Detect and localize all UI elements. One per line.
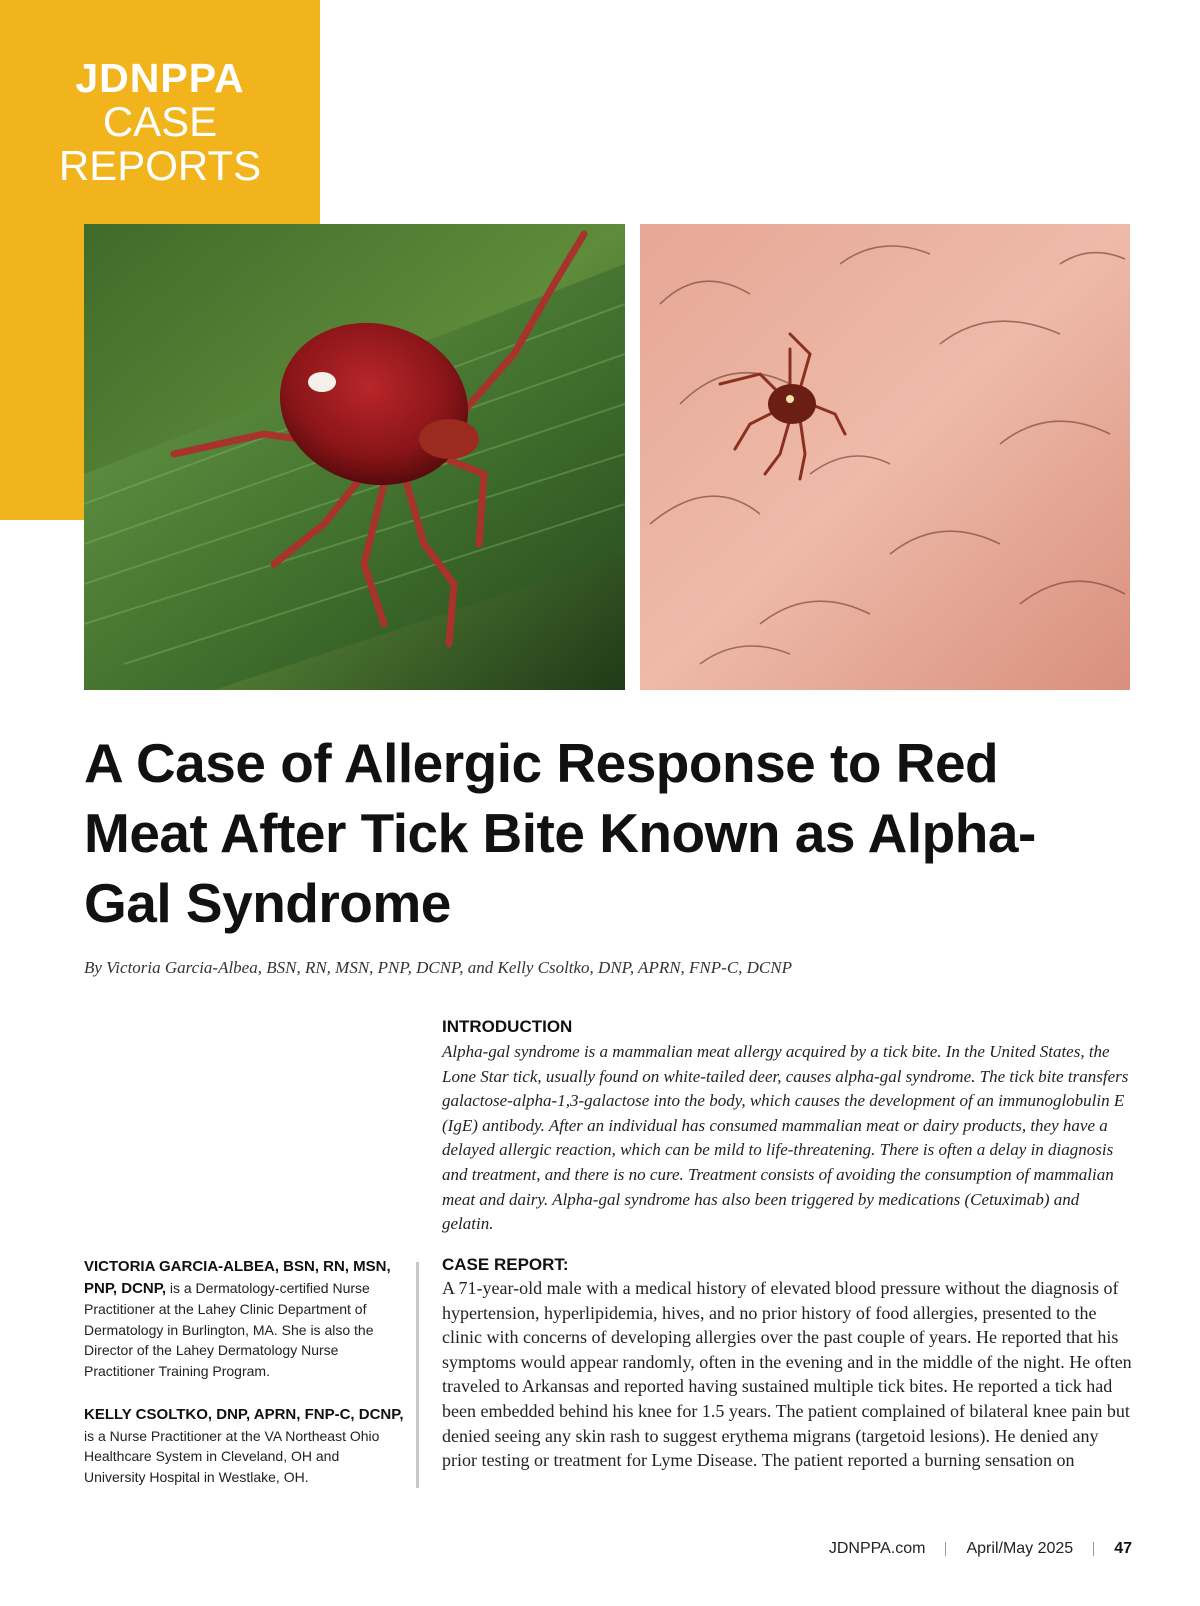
footer-separator [945,1542,946,1556]
case-report-heading: CASE REPORT: [442,1255,569,1274]
article-byline: By Victoria Garcia-Albea, BSN, RN, MSN, PNP, DCNP, and Kelly Csoltko, DNP, APRN, FNP-C, DCNP [84,958,792,977]
case-report-text: A 71-year-old male with a medical history of elevated blood pressure without the diagnosis of hypertension, hyperlipidemia, hives, and no prior history of food allergies, presented to the clinic with concerns of developing allergies over the past couple of years. He reported that his symptoms would appear randomly, often in the evening and in the middle of the night. He often traveled to Arkansas and reported having sustained multiple tick bites. He reported a tick had been embedded behind his knee for 1.5 years. The patient complained of bilateral knee pain but denied seeing any skin rash to suggest erythema migrans (targetoid lesions). He denied any prior testing or treatment for Lyme Disease. The patient reported a burning sensation on [442,1278,1132,1471]
author-description: is a Dermatology-certified Nurse Practitioner at the Lahey Clinic Department of Dermatology in Burlington, MA. She is also the Director of the Lahey Dermatology Nurse Practitioner Training Program. [84,1279,374,1379]
author-name: VICTORIA GARCIA-ALBEA, BSN, RN, MSN, PNP, DCNP, [84,1258,391,1297]
footer-separator [1093,1542,1094,1556]
page-number: 47 [1114,1540,1132,1557]
tick-on-skin-illustration [640,224,1130,690]
author-name: KELLY CSOLTKO, DNP, APRN, FNP-C, DCNP, [84,1406,404,1423]
tick-on-leaf-illustration [84,224,625,690]
author-bio-csoltko [84,1404,404,1487]
column-divider [416,1262,419,1488]
section-label [0,55,320,189]
introduction-heading: INTRODUCTION [442,1017,573,1036]
section-label-line2: CASE [102,98,218,145]
author-description: is a Nurse Practitioner at the VA Northeast Ohio Healthcare System in Cleveland, OH and University Hospital in Westlake, OH. [84,1427,380,1485]
article-title: A Case of Allergic Response to Red Meat After Tick Bite Known as Alpha-Gal Syndrome [84,732,1036,934]
page-footer [829,1540,1132,1558]
footer-issue: April/May 2025 [966,1540,1074,1557]
tick-on-skin-photo [640,224,1130,690]
tick-on-leaf-photo [84,224,625,690]
introduction-text: Alpha-gal syndrome is a mammalian meat allergy acquired by a tick bite. In the United States, the Lone Star tick, usually found on white-tailed deer, causes alpha-gal syndrome. The tick bite transfers galactose-alpha-1,3-galactose into the body, which causes the development of an immunoglobulin E (IgE) antibody. After an individual has consumed mammalian meat or dairy products, they have a delayed allergic reaction, which can be mild to life-threatening. There is often a delay in diagnosis and treatment, and there is no cure. Treatment consists of avoiding the consumption of mammalian meat and dairy. Alpha-gal syndrome has also been triggered by medications (Cetuximab) and gelatin. [442,1042,1129,1234]
section-label-line3: REPORTS [58,142,262,189]
author-bio-garcia-albea [84,1256,404,1382]
section-label-line1: JDNPPA [75,55,245,101]
footer-site-link[interactable]: JDNPPA.com [828,1540,926,1557]
